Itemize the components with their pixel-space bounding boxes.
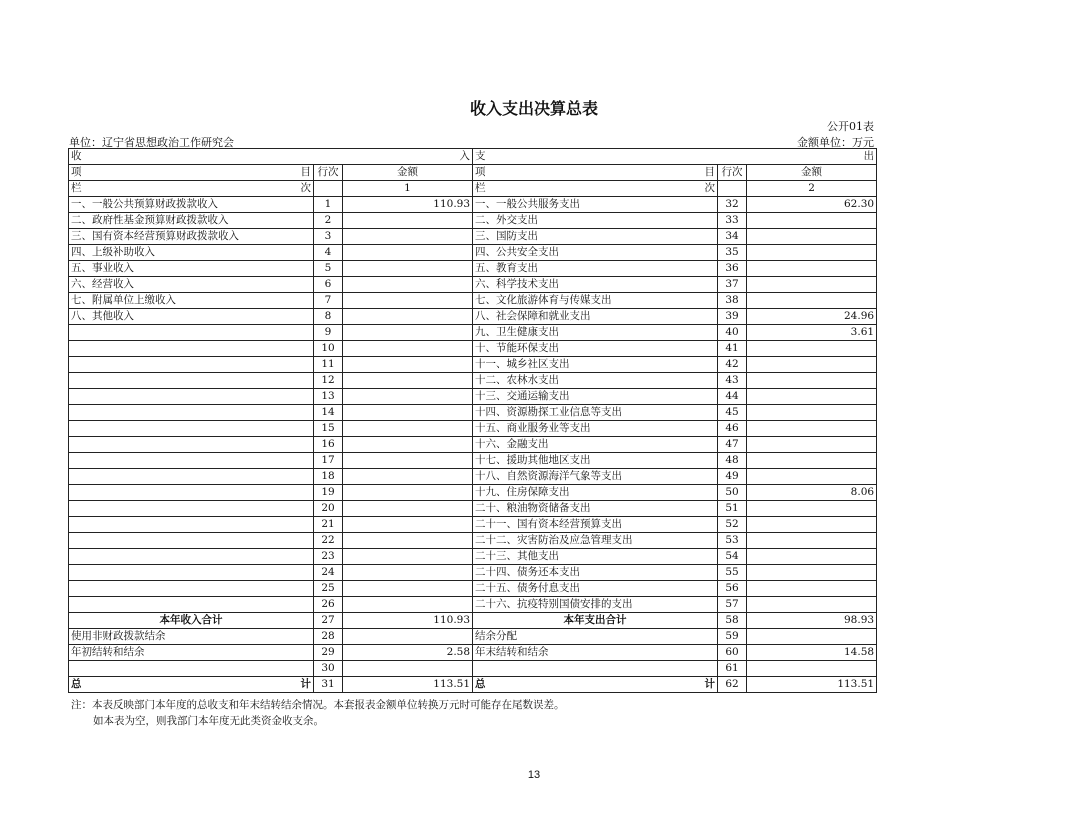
expense-item: 结余分配 xyxy=(473,629,718,645)
income-line-no: 29 xyxy=(314,645,343,661)
table-row xyxy=(69,629,877,645)
income-amount xyxy=(343,389,473,405)
money-unit-label: 金额单位：万元 xyxy=(797,136,874,149)
expense-total-label: 总 计 xyxy=(473,677,718,693)
income-item xyxy=(69,533,314,549)
income-amount xyxy=(343,405,473,421)
income-line-no: 16 xyxy=(314,437,343,453)
income-item: 六、经营收入 xyxy=(69,277,314,293)
income-item-header: 项 目 xyxy=(69,165,314,181)
expense-amount xyxy=(747,501,877,517)
income-item: 三、国有资本经营预算财政拨款收入 xyxy=(69,229,314,245)
income-amount xyxy=(343,229,473,245)
expense-item: 十二、农林水支出 xyxy=(473,373,718,389)
expense-line-no: 52 xyxy=(718,517,747,533)
income-item xyxy=(69,597,314,613)
income-amount xyxy=(343,277,473,293)
expense-line-no: 33 xyxy=(718,213,747,229)
expense-line-no: 35 xyxy=(718,245,747,261)
income-line-no: 5 xyxy=(314,261,343,277)
expense-line-no: 39 xyxy=(718,309,747,325)
income-amount-header: 金额 xyxy=(343,165,473,181)
expense-line-no: 37 xyxy=(718,277,747,293)
table-row xyxy=(69,293,877,309)
income-section-header: 收 入 xyxy=(69,149,473,165)
income-item xyxy=(69,565,314,581)
expense-amount xyxy=(747,245,877,261)
income-item: 一、一般公共预算财政拨款收入 xyxy=(69,197,314,213)
income-item: 年初结转和结余 xyxy=(69,645,314,661)
income-line-no: 25 xyxy=(314,581,343,597)
expense-amount xyxy=(747,533,877,549)
note-line-1: 注：本表反映部门本年度的总收支和年末结转结余情况。本套报表金额单位转换万元时可能存在尾数误差。 xyxy=(71,699,565,711)
income-amount xyxy=(343,261,473,277)
expense-amount xyxy=(747,565,877,581)
expense-item: 二十一、国有资本经营预算支出 xyxy=(473,517,718,533)
expense-amount xyxy=(747,437,877,453)
income-line-no: 28 xyxy=(314,629,343,645)
expense-item: 十八、自然资源海洋气象等支出 xyxy=(473,469,718,485)
expense-line-no: 54 xyxy=(718,549,747,565)
expense-line-no: 34 xyxy=(718,229,747,245)
income-amount xyxy=(343,245,473,261)
table-row xyxy=(69,437,877,453)
expense-item: 十一、城乡社区支出 xyxy=(473,357,718,373)
expense-line-no: 36 xyxy=(718,261,747,277)
expense-line-no: 57 xyxy=(718,597,747,613)
income-item xyxy=(69,421,314,437)
income-col-number: 1 xyxy=(343,181,473,197)
income-amount xyxy=(343,469,473,485)
total-row xyxy=(69,677,877,693)
income-line-no: 22 xyxy=(314,533,343,549)
income-total-amount: 113.51 xyxy=(343,677,473,693)
income-amount xyxy=(343,437,473,453)
income-item xyxy=(69,405,314,421)
income-amount xyxy=(343,357,473,373)
income-total-label: 总 计 xyxy=(69,677,314,693)
income-line-no: 19 xyxy=(314,485,343,501)
income-line-no: 20 xyxy=(314,501,343,517)
table-row xyxy=(69,565,877,581)
expense-item: 六、科学技术支出 xyxy=(473,277,718,293)
income-amount xyxy=(343,453,473,469)
expense-item: 二十二、灾害防治及应急管理支出 xyxy=(473,533,718,549)
expense-amount xyxy=(747,293,877,309)
table-row xyxy=(69,277,877,293)
income-line-no: 23 xyxy=(314,549,343,565)
expense-line-no: 49 xyxy=(718,469,747,485)
table-row xyxy=(69,421,877,437)
table-row xyxy=(69,485,877,501)
expense-line-no: 32 xyxy=(718,197,747,213)
expense-amount xyxy=(747,213,877,229)
expense-amount xyxy=(747,405,877,421)
income-line-no: 3 xyxy=(314,229,343,245)
expense-amount: 3.61 xyxy=(747,325,877,341)
expense-amount xyxy=(747,517,877,533)
table-row xyxy=(69,341,877,357)
table-row xyxy=(69,645,877,661)
income-line-no: 13 xyxy=(314,389,343,405)
income-line-no: 4 xyxy=(314,245,343,261)
expense-col-number: 2 xyxy=(747,181,877,197)
expense-item: 七、文化旅游体育与传媒支出 xyxy=(473,293,718,309)
expense-line-no: 56 xyxy=(718,581,747,597)
income-amount xyxy=(343,661,473,677)
expense-line-no: 51 xyxy=(718,501,747,517)
expense-amount: 8.06 xyxy=(747,485,877,501)
table-row xyxy=(69,325,877,341)
table-row xyxy=(69,245,877,261)
income-item xyxy=(69,357,314,373)
income-line-no: 26 xyxy=(314,597,343,613)
income-line-no: 24 xyxy=(314,565,343,581)
income-item: 四、上级补助收入 xyxy=(69,245,314,261)
income-line-no: 12 xyxy=(314,373,343,389)
income-amount xyxy=(343,213,473,229)
expense-amount xyxy=(747,661,877,677)
income-item: 使用非财政拨款结余 xyxy=(69,629,314,645)
expense-total-amount: 113.51 xyxy=(747,677,877,693)
income-item: 八、其他收入 xyxy=(69,309,314,325)
expense-amount xyxy=(747,549,877,565)
income-item xyxy=(69,389,314,405)
income-subtotal-label: 本年收入合计 xyxy=(69,613,314,629)
income-subtotal-amount: 110.93 xyxy=(343,613,473,629)
expense-amount xyxy=(747,453,877,469)
expense-item: 二十三、其他支出 xyxy=(473,549,718,565)
expense-subtotal-amount: 98.93 xyxy=(747,613,877,629)
table-row xyxy=(69,197,877,213)
expense-amount xyxy=(747,421,877,437)
income-item xyxy=(69,373,314,389)
expense-line-no: 58 xyxy=(718,613,747,629)
form-code: 公开01表 xyxy=(827,120,874,133)
income-item xyxy=(69,501,314,517)
expense-line-no: 61 xyxy=(718,661,747,677)
income-line-no: 15 xyxy=(314,421,343,437)
table-row xyxy=(69,357,877,373)
income-amount xyxy=(343,565,473,581)
income-amount: 2.58 xyxy=(343,645,473,661)
income-amount xyxy=(343,581,473,597)
unit-label: 单位：辽宁省思想政治工作研究会 xyxy=(69,136,234,149)
expense-section-header: 支 出 xyxy=(473,149,877,165)
income-line-no: 11 xyxy=(314,357,343,373)
expense-line-header: 行次 xyxy=(718,165,747,181)
income-amount xyxy=(343,501,473,517)
expense-item: 十四、资源勘探工业信息等支出 xyxy=(473,405,718,421)
page-title: 收入支出决算总表 xyxy=(469,99,598,118)
expense-amount-header: 金额 xyxy=(747,165,877,181)
expense-amount xyxy=(747,469,877,485)
expense-item: 二、外交支出 xyxy=(473,213,718,229)
income-item xyxy=(69,341,314,357)
expense-item: 三、国防支出 xyxy=(473,229,718,245)
table-row xyxy=(69,389,877,405)
expense-line-no: 43 xyxy=(718,373,747,389)
income-amount xyxy=(343,421,473,437)
expense-item: 二十、粮油物资储备支出 xyxy=(473,501,718,517)
income-item: 七、附属单位上缴收入 xyxy=(69,293,314,309)
expense-line-no: 44 xyxy=(718,389,747,405)
expense-amount xyxy=(747,373,877,389)
income-amount xyxy=(343,325,473,341)
table-row xyxy=(69,549,877,565)
income-amount xyxy=(343,517,473,533)
income-line-no: 8 xyxy=(314,309,343,325)
income-amount xyxy=(343,597,473,613)
expense-line-no: 42 xyxy=(718,357,747,373)
income-item xyxy=(69,661,314,677)
income-amount xyxy=(343,293,473,309)
table-row xyxy=(69,661,877,677)
expense-amount xyxy=(747,277,877,293)
income-line-no: 18 xyxy=(314,469,343,485)
income-line-no: 7 xyxy=(314,293,343,309)
expense-amount xyxy=(747,261,877,277)
expense-item: 二十五、债务付息支出 xyxy=(473,581,718,597)
expense-item: 年末结转和结余 xyxy=(473,645,718,661)
income-amount xyxy=(343,629,473,645)
income-amount xyxy=(343,341,473,357)
expense-item: 九、卫生健康支出 xyxy=(473,325,718,341)
income-line-no: 1 xyxy=(314,197,343,213)
expense-line-no: 60 xyxy=(718,645,747,661)
table-row xyxy=(69,469,877,485)
expense-subtotal-label: 本年支出合计 xyxy=(473,613,718,629)
expense-amount xyxy=(747,581,877,597)
table-row xyxy=(69,213,877,229)
expense-amount: 62.30 xyxy=(747,197,877,213)
expense-item: 五、教育支出 xyxy=(473,261,718,277)
table-row xyxy=(69,597,877,613)
income-item xyxy=(69,437,314,453)
expense-item: 十六、金融支出 xyxy=(473,437,718,453)
expense-col-label: 栏 次 xyxy=(473,181,718,197)
expense-item: 十三、交通运输支出 xyxy=(473,389,718,405)
income-item xyxy=(69,453,314,469)
expense-item: 八、社会保障和就业支出 xyxy=(473,309,718,325)
expense-amount xyxy=(747,229,877,245)
expense-line-no: 38 xyxy=(718,293,747,309)
expense-line-no: 47 xyxy=(718,437,747,453)
expense-item: 二十六、抗疫特别国债安排的支出 xyxy=(473,597,718,613)
expense-line-no: 50 xyxy=(718,485,747,501)
expense-line-no: 40 xyxy=(718,325,747,341)
income-line-no: 2 xyxy=(314,213,343,229)
expense-line-no: 62 xyxy=(718,677,747,693)
expense-line-no: 48 xyxy=(718,453,747,469)
expense-amount xyxy=(747,389,877,405)
expense-amount xyxy=(747,597,877,613)
table-row xyxy=(69,405,877,421)
income-line-no: 30 xyxy=(314,661,343,677)
expense-line-no: 46 xyxy=(718,421,747,437)
income-amount xyxy=(343,485,473,501)
income-amount xyxy=(343,549,473,565)
income-item xyxy=(69,517,314,533)
expense-amount: 14.58 xyxy=(747,645,877,661)
table-row xyxy=(69,533,877,549)
expense-line-no: 55 xyxy=(718,565,747,581)
income-line-no: 21 xyxy=(314,517,343,533)
income-line-header: 行次 xyxy=(314,165,343,181)
table-row xyxy=(69,229,877,245)
table-row xyxy=(69,517,877,533)
expense-amount: 24.96 xyxy=(747,309,877,325)
income-item xyxy=(69,485,314,501)
expense-item: 十、节能环保支出 xyxy=(473,341,718,357)
income-amount xyxy=(343,533,473,549)
income-item xyxy=(69,549,314,565)
income-line-no: 10 xyxy=(314,341,343,357)
header-row-sections xyxy=(69,149,877,165)
expense-item: 十七、援助其他地区支出 xyxy=(473,453,718,469)
income-line-no: 9 xyxy=(314,325,343,341)
expense-item: 二十四、债务还本支出 xyxy=(473,565,718,581)
header-row-columns xyxy=(69,165,877,181)
income-amount xyxy=(343,309,473,325)
income-line-no: 27 xyxy=(314,613,343,629)
income-item: 二、政府性基金预算财政拨款收入 xyxy=(69,213,314,229)
note-line-2: 如本表为空，则我部门本年度无此类资金收支余。 xyxy=(93,715,324,727)
expense-item xyxy=(473,661,718,677)
expense-item: 一、一般公共服务支出 xyxy=(473,197,718,213)
page-number: 13 xyxy=(527,769,541,781)
expense-amount xyxy=(747,357,877,373)
income-item xyxy=(69,325,314,341)
income-line-no: 31 xyxy=(314,677,343,693)
income-col-label: 栏 次 xyxy=(69,181,314,197)
expense-item: 十五、商业服务业等支出 xyxy=(473,421,718,437)
expense-line-no: 41 xyxy=(718,341,747,357)
income-item xyxy=(69,469,314,485)
income-amount: 110.93 xyxy=(343,197,473,213)
table-row xyxy=(69,261,877,277)
income-line-no: 6 xyxy=(314,277,343,293)
subtotal-row xyxy=(69,613,877,629)
table-row xyxy=(69,309,877,325)
income-line-no: 14 xyxy=(314,405,343,421)
table-row xyxy=(69,501,877,517)
expense-line-no: 45 xyxy=(718,405,747,421)
expense-amount xyxy=(747,341,877,357)
expense-item: 四、公共安全支出 xyxy=(473,245,718,261)
table-row xyxy=(69,581,877,597)
header-row-colnums xyxy=(69,181,877,197)
income-item xyxy=(69,581,314,597)
income-line-no: 17 xyxy=(314,453,343,469)
expense-line-no: 53 xyxy=(718,533,747,549)
expense-amount xyxy=(747,629,877,645)
income-amount xyxy=(343,373,473,389)
table-row xyxy=(69,453,877,469)
income-item: 五、事业收入 xyxy=(69,261,314,277)
expense-item: 十九、住房保障支出 xyxy=(473,485,718,501)
expense-item-header: 项 目 xyxy=(473,165,718,181)
income-expense-table xyxy=(68,148,877,693)
expense-line-no: 59 xyxy=(718,629,747,645)
table-row xyxy=(69,373,877,389)
